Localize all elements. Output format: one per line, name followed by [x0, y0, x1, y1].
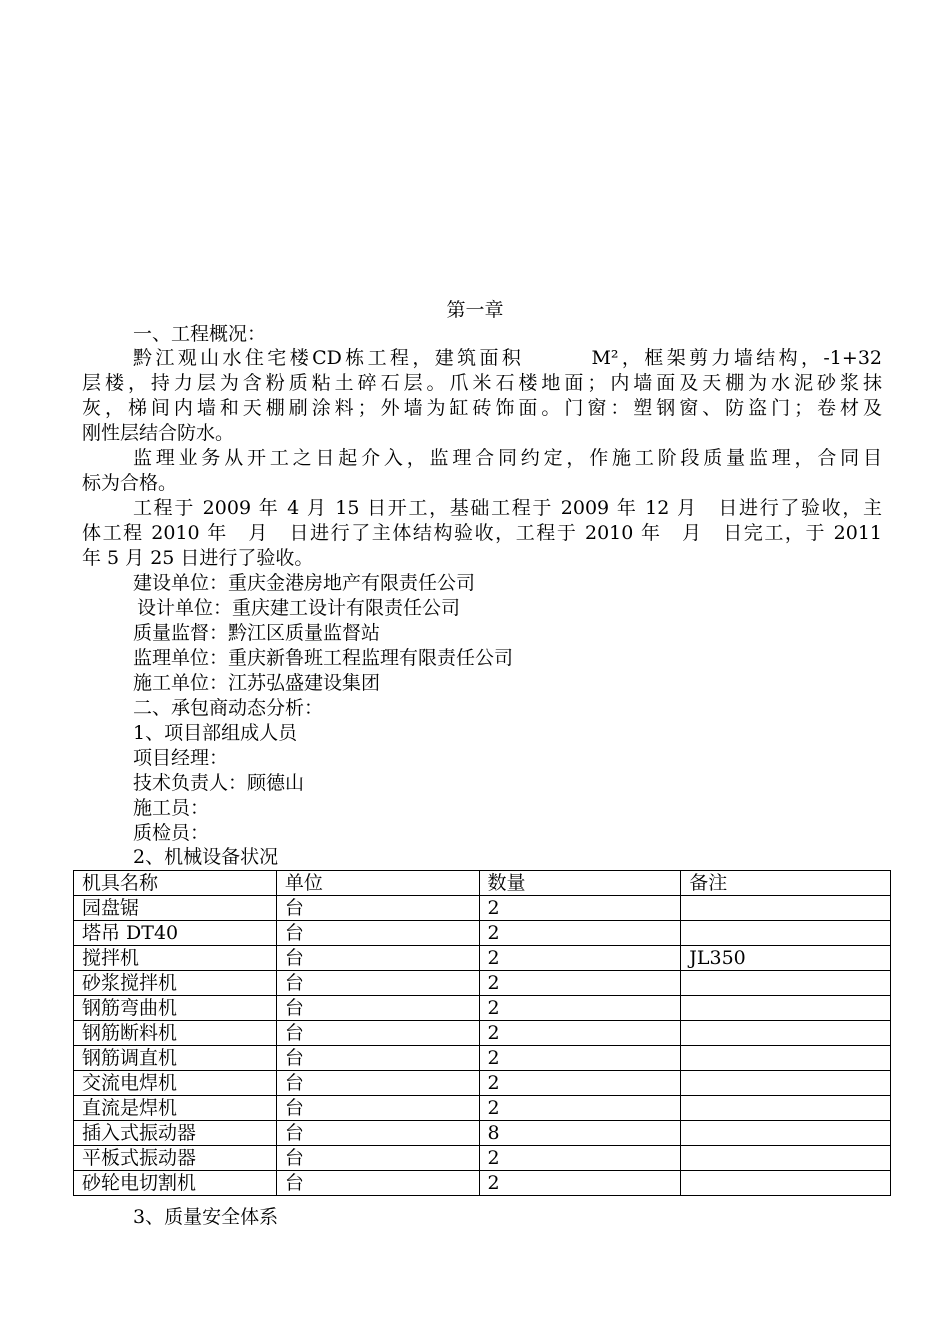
table-row: [74, 1171, 891, 1196]
staff-project-manager: 项目经理：: [133, 747, 229, 769]
cell-quantity: 2: [479, 946, 681, 971]
cell-quantity: 2: [479, 996, 681, 1021]
unit-designer: 设计单位：重庆建工设计有限责任公司: [137, 597, 461, 619]
table-header-row: [74, 871, 891, 896]
table-row: [74, 971, 891, 996]
cell-unit: 台: [276, 1121, 479, 1146]
project-overview-paragraph: [82, 346, 882, 446]
table-row: [74, 896, 891, 921]
cell-remarks: [681, 1071, 891, 1096]
table-row: [74, 1096, 891, 1121]
cell-remarks: [681, 1121, 891, 1146]
unit-construction-owner: 建设单位：重庆金港房地产有限责任公司: [133, 572, 476, 594]
staff-quality-inspector: 质检员：: [133, 822, 210, 844]
paragraph-line: 工程于 2009 年 4 月 15 日开工，基础工程于 2009 年 12 月 日进行了验收，主: [133, 497, 882, 519]
subsection-staff-heading: 1、项目部组成人员: [133, 722, 298, 744]
paragraph-line: 标为合格。: [82, 472, 178, 494]
schedule-paragraph: [82, 496, 882, 571]
cell-equipment-name: 塔吊 DT40: [74, 921, 277, 946]
cell-quantity: 2: [479, 971, 681, 996]
cell-remarks: [681, 1046, 891, 1071]
cell-unit: 台: [276, 1071, 479, 1096]
cell-unit: 台: [276, 1046, 479, 1071]
cell-unit: 台: [276, 896, 479, 921]
cell-unit: 台: [276, 1096, 479, 1121]
cell-quantity: 2: [479, 1171, 681, 1196]
cell-equipment-name: 砂浆搅拌机: [74, 971, 277, 996]
header-remarks: 备注: [681, 871, 891, 896]
cell-remarks: [681, 996, 891, 1021]
cell-quantity: 2: [479, 1146, 681, 1171]
cell-quantity: 2: [479, 1021, 681, 1046]
header-unit: 单位: [276, 871, 479, 896]
paragraph-line: 年 5 月 25 日进行了验收。: [82, 547, 314, 569]
cell-equipment-name: 钢筋弯曲机: [74, 996, 277, 1021]
unit-contractor: 施工单位：江苏弘盛建设集团: [133, 672, 381, 694]
cell-equipment-name: 平板式振动器: [74, 1146, 277, 1171]
table-row: [74, 921, 891, 946]
cell-quantity: 2: [479, 1071, 681, 1096]
equipment-table: [73, 870, 891, 1196]
header-quantity: 数量: [479, 871, 681, 896]
paragraph-line: 黔江观山水住宅楼CD栋工程，建筑面积 M²，框架剪力墙结构，-1+32: [133, 347, 882, 369]
cell-equipment-name: 插入式振动器: [74, 1121, 277, 1146]
unit-quality-supervision: 质量监督：黔江区质量监督站: [133, 622, 381, 644]
cell-remarks: [681, 1146, 891, 1171]
staff-technical-lead: 技术负责人：顾德山: [133, 772, 305, 794]
subsection-quality-safety-heading: 3、质量安全体系: [133, 1206, 279, 1228]
table-row: [74, 1046, 891, 1071]
chapter-title: 第一章: [446, 299, 504, 321]
paragraph-line: 刚性层结合防水。: [82, 422, 235, 444]
cell-quantity: 2: [479, 921, 681, 946]
cell-remarks: JL350: [681, 946, 891, 971]
table-row: [74, 1071, 891, 1096]
cell-equipment-name: 交流电焊机: [74, 1071, 277, 1096]
header-equipment-name: 机具名称: [74, 871, 277, 896]
cell-remarks: [681, 896, 891, 921]
supervision-paragraph: [82, 446, 882, 496]
cell-unit: 台: [276, 1021, 479, 1046]
paragraph-line: 层楼，持力层为含粉质粘土碎石层。爪米石楼地面；内墙面及天棚为水泥砂浆抹: [82, 372, 882, 394]
cell-equipment-name: 砂轮电切割机: [74, 1171, 277, 1196]
table-row: [74, 996, 891, 1021]
cell-equipment-name: 园盘锯: [74, 896, 277, 921]
cell-unit: 台: [276, 1171, 479, 1196]
cell-remarks: [681, 1021, 891, 1046]
cell-equipment-name: 钢筋断料机: [74, 1021, 277, 1046]
cell-quantity: 8: [479, 1121, 681, 1146]
table-row: [74, 1021, 891, 1046]
cell-quantity: 2: [479, 1096, 681, 1121]
cell-remarks: [681, 921, 891, 946]
subsection-equipment-heading: 2、机械设备状况: [133, 846, 279, 868]
cell-unit: 台: [276, 996, 479, 1021]
cell-remarks: [681, 971, 891, 996]
table-row: [74, 1146, 891, 1171]
paragraph-line: 体工程 2010 年 月 日进行了主体结构验收，工程于 2010 年 月 日完工，于 2011: [82, 522, 882, 544]
cell-unit: 台: [276, 921, 479, 946]
staff-constructor: 施工员：: [133, 797, 210, 819]
unit-supervisor: 监理单位：重庆新鲁班工程监理有限责任公司: [133, 647, 514, 669]
table-row: [74, 1121, 891, 1146]
cell-unit: 台: [276, 1146, 479, 1171]
cell-quantity: 2: [479, 896, 681, 921]
cell-equipment-name: 直流是焊机: [74, 1096, 277, 1121]
section2-heading: 二、承包商动态分析：: [133, 697, 324, 719]
cell-unit: 台: [276, 971, 479, 996]
cell-unit: 台: [276, 946, 479, 971]
paragraph-line: 监理业务从开工之日起介入，监理合同约定，作施工阶段质量监理，合同目: [133, 447, 882, 469]
cell-quantity: 2: [479, 1046, 681, 1071]
cell-equipment-name: 搅拌机: [74, 946, 277, 971]
cell-remarks: [681, 1171, 891, 1196]
table-row: [74, 946, 891, 971]
section1-heading: 一、工程概况：: [133, 323, 267, 345]
cell-remarks: [681, 1096, 891, 1121]
cell-equipment-name: 钢筋调直机: [74, 1046, 277, 1071]
paragraph-line: 灰，梯间内墙和天棚刷涂料；外墙为缸砖饰面。门窗：塑钢窗、防盗门；卷材及: [82, 397, 882, 419]
